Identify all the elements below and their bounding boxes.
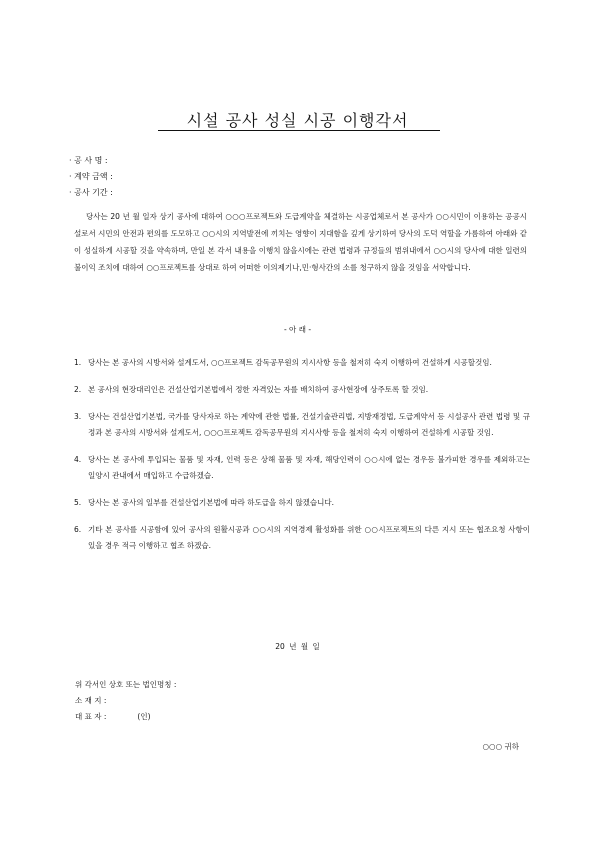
item-number: 2. xyxy=(74,385,82,394)
item-number: 1. xyxy=(74,358,82,367)
signatory-block xyxy=(75,677,176,725)
project-name-field: · 공 사 명 : xyxy=(69,156,108,165)
item-number: 5. xyxy=(74,498,82,507)
list-item xyxy=(74,522,530,554)
list-item xyxy=(74,355,530,371)
commitment-list xyxy=(74,355,530,565)
construction-period-field: · 공사 기간 : xyxy=(69,188,113,197)
list-item xyxy=(74,382,530,398)
contract-fields xyxy=(69,153,113,201)
item-text: 당사는 본 공사의 일부를 건설산업기본법에 따라 하도급을 하지 않겠습니다. xyxy=(88,498,335,507)
item-text: 본 공사의 현장대리인은 건설산업기본법에서 정한 자격있는 자를 배치하여 공사현장에 상주토록 할 것임. xyxy=(88,385,429,394)
item-number: 3. xyxy=(74,412,82,421)
signatory-label: 위 각서인 상호 또는 법인명칭 : xyxy=(75,680,177,689)
addressee: ○○○ 귀하 xyxy=(482,742,519,751)
title-underline xyxy=(158,130,440,131)
contract-amount-field: · 계약 금액 : xyxy=(69,172,113,181)
item-text: 당사는 본 공사의 시방서와 설계도서, ○○프로젝트 감독공무원의 지시사항 등을 철저히 숙지 이행하여 건설하게 시공할것임. xyxy=(88,358,492,367)
list-item xyxy=(74,452,530,484)
intro-paragraph: 당사는 20 년 월 일자 상기 공사에 대하여 ○○○프로젝트와 도급계약을 체결하는 시공업체로서 본 공사가 ○○시민이 이용하는 공공시설로서 시민의 안전과 편의를 도모하고 ○○시의 지역발전에 끼치는 영향이 지대함을 깊게 상기하여 당사의 도덕 역할을 가름하여 아래와 같이 성실하게 시공할 것을 약속하며, 만일 본 각서 내용을 이행치 않을시에는 관련 법령과 규정들의 범위내에서 ○○시의 당사에 대한 일련의 불이익 조치에 대하여 ○○프로젝트를 상대로 하여 어떠한 이의제기나,민·형사간의 소를 청구하지 않을 것임을 서약합니다. xyxy=(74,212,527,272)
address-field: 소 재 지 : xyxy=(75,696,107,705)
representative-field: 대 표 자 : (인) xyxy=(75,712,151,721)
signing-date: 20 년 월 일 xyxy=(275,642,320,651)
item-number: 4. xyxy=(74,455,82,464)
document-title: 시설 공사 성실 시공 이행각서 xyxy=(186,111,409,130)
item-text: 당사는 본 공사에 투입되는 물품 및 자재, 인력 등은 상해 물품 및 자재, 해당인력이 ○○시에 없는 경우등 불가피한 경우를 제외하고는 일양시 관내에서 매입하고 수급하겠습. xyxy=(88,455,530,480)
item-text: 기타 본 공사를 시공함에 있어 공사의 원활시공과 ○○시의 지역경제 활성화를 위한 ○○시프로젝트의 다른 지시 또는 협조요청 사항이 있을 경우 적극 이행하고 협조 하겠습. xyxy=(88,525,530,550)
item-number: 6. xyxy=(74,525,82,534)
list-item xyxy=(74,495,530,511)
section-heading: - 아 래 - xyxy=(283,325,312,334)
item-text: 당사는 건설산업기본법, 국가를 당사자로 하는 계약에 관한 법률, 건설기술관리법, 지방재정법, 도급계약서 등 시설공사 관련 법령 및 규정과 본 공사의 시방서와 설계도서, ○○○프로젝트 감독공무원의 지시사항 등을 철저히 숙지 이행하여 건설하게 시공할 것임. xyxy=(88,412,530,437)
list-item xyxy=(74,409,530,441)
